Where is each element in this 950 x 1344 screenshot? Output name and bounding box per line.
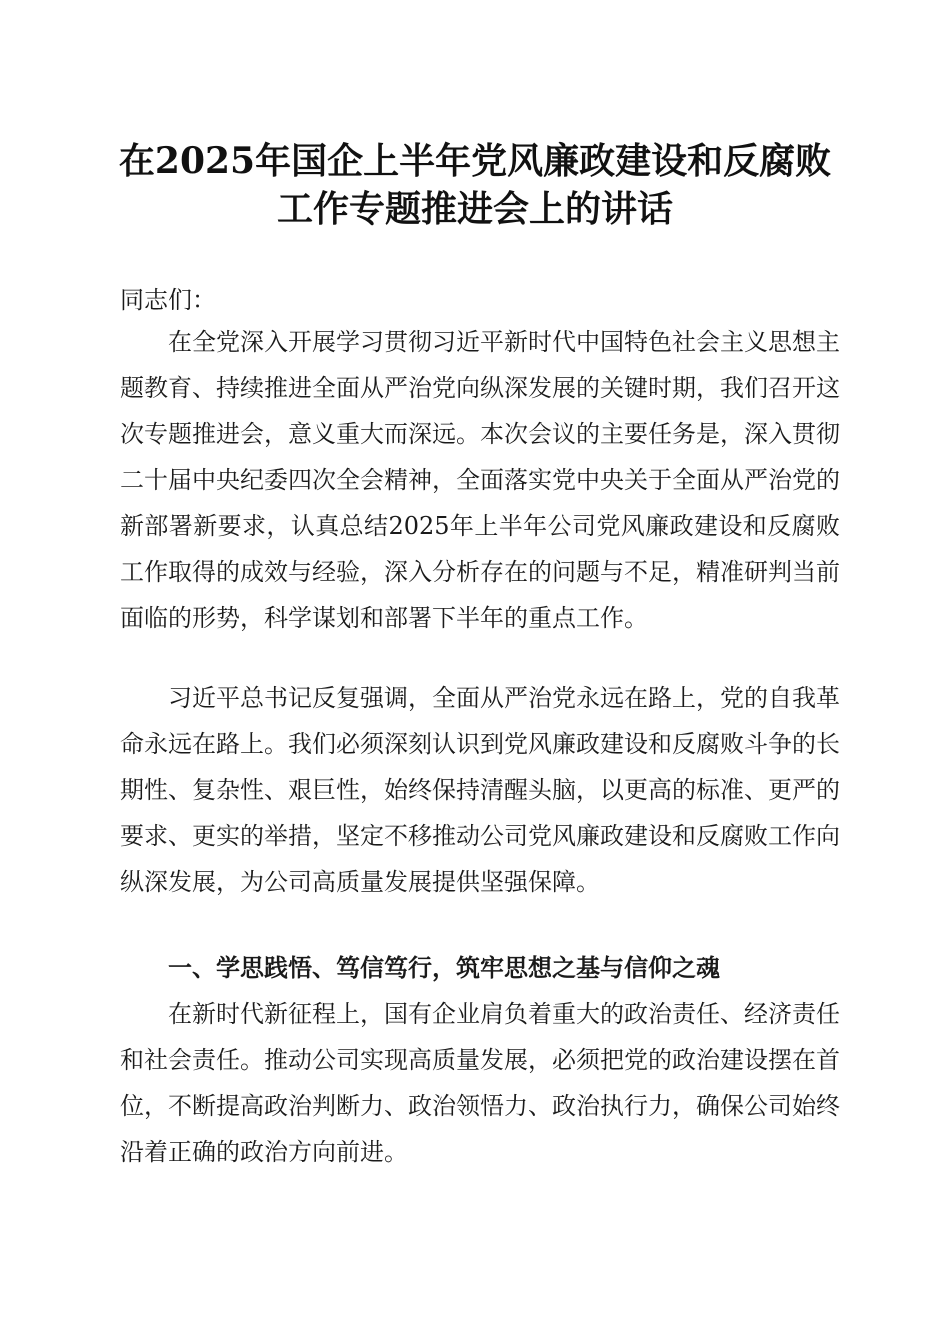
paragraph-section-1: 在新时代新征程上，国有企业肩负着重大的政治责任、经济责任和社会责任。推动公司实现高质量发展，必须把党的政治建设摆在首位，不断提高政治判断力、政治领悟力、政治执行力，确保公司始终沿着正确的政治方向前进。 [120, 1000, 840, 1166]
paragraph-intro: 在全党深入开展学习贯彻习近平新时代中国特色社会主义思想主题教育、持续推进全面从严治党向纵深发展的关键时期，我们召开这次专题推进会，意义重大而深远。本次会议的主要任务是，深入贯彻二十届中央纪委四次全会精神，全面落实党中央关于全面从严治党的新部署新要求，认真总结2025年上半年公司党风廉政建设和反腐败工作取得的成效与经验，深入分析存在的问题与不足，精准研判当前面临的形势，科学谋划和部署下半年的重点工作。 [120, 328, 840, 632]
document-title-line-1: 在2025年国企上半年党风廉政建设和反腐败 [118, 140, 832, 182]
document-title-line-2: 工作专题推进会上的讲话 [276, 188, 673, 230]
section-heading-1: 一、学思践悟、笃信笃行，筑牢思想之基与信仰之魂 [168, 954, 720, 982]
paragraph-emphasis: 习近平总书记反复强调，全面从严治党永远在路上，党的自我革命永远在路上。我们必须深刻认识到党风廉政建设和反腐败斗争的长期性、复杂性、艰巨性，始终保持清醒头脑，以更高的标准、更严的要求、更实的举措，坚定不移推动公司党风廉政建设和反腐败工作向纵深发展，为公司高质量发展提供坚强保障。 [120, 684, 840, 896]
salutation: 同志们： [120, 286, 216, 314]
